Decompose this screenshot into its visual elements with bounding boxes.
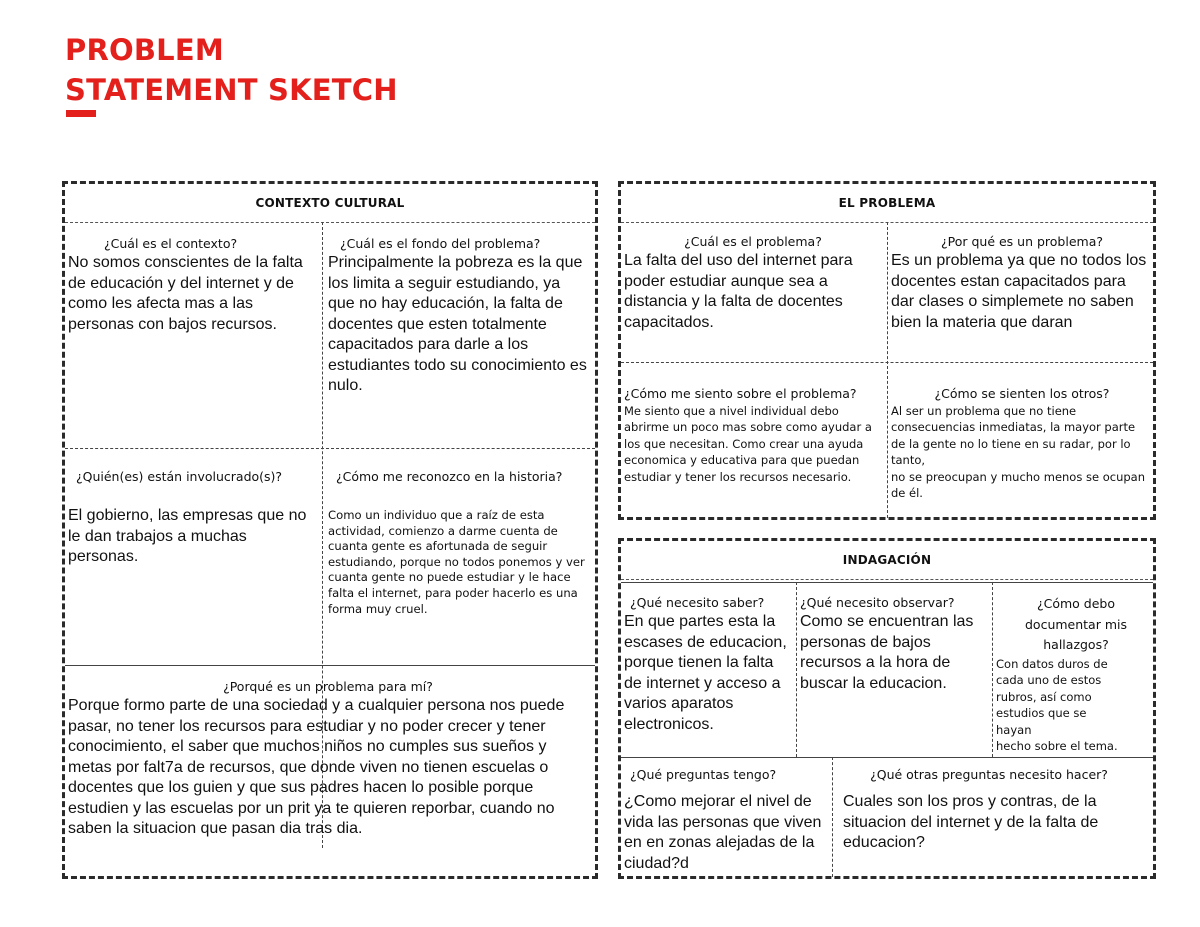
why-for-me-cell — [68, 678, 588, 840]
why-for-me-question: ¿Porqué es un problema para mí? — [223, 679, 433, 694]
document-findings-answer: Con datos duros de cada uno de estos rubros, así como estudios que se hayan — [996, 656, 1108, 737]
my-questions-cell — [624, 766, 828, 874]
other-questions-answer: Cuales son los pros y contras, de la situacion del internet y de la falta de educacion? — [843, 793, 1099, 851]
divider — [992, 582, 993, 757]
context-answer: No somos conscientes de la falta de educación y del internet y de como les afecta mas a las personas con bajos recursos. — [68, 254, 303, 333]
divider — [796, 582, 797, 757]
others-feeling-answer-continued: no se preocupan y mucho menos se ocupan de él. — [891, 469, 1145, 501]
why-for-me-answer: Porque formo parte de una sociedad y a cualquier persona nos puede pasar, no tener los recursos para estudiar y no poder crecer y tener conocimiento, el saber que muchos niños no cumples sus sueños y metas por falt7a de recursos, que donde viven no tienen escuelas o docentes que los guien y que sus padres hacen lo posible porque estudien y las escuelas por un prit ya te quieren reporbar, cuando no saben la situacion que pasan dia tras dia. — [68, 697, 565, 837]
problem-cell — [624, 233, 882, 333]
background-question: ¿Cuál es el fondo del problema? — [340, 236, 541, 251]
el-problema-section — [618, 181, 1156, 520]
divider — [621, 362, 1153, 363]
recognition-answer: Como un individuo que a raíz de esta actividad, comienzo a darme cuenta de cuanta gente es afortunada de seguir estudiando, porque no todos ponemos y ver cuanta gente no puede estudiar y le hace falta el internet, para poder hacerlo es una forma muy cruel. — [328, 508, 585, 616]
other-questions-question: ¿Qué otras preguntas necesito hacer? — [870, 767, 1108, 782]
my-feeling-question: ¿Cómo me siento sobre el problema? — [624, 386, 857, 401]
page-title-line-1: PROBLEM — [65, 33, 224, 67]
recognition-cell — [328, 468, 593, 617]
need-to-know-cell — [624, 594, 794, 735]
divider — [832, 757, 833, 877]
background-answer: Principalmente la pobreza es la que los limita a seguir estudiando, ya que no hay educación, la falta de docentes que esten totalmente capacitados para darle a los estudiantes todo su conocimiento es nulo. — [328, 254, 587, 394]
why-problem-answer: Es un problema ya que no todos los docentes estan capacitados para dar clases o simplemete no saben bien la materia que daran — [891, 252, 1147, 331]
divider — [621, 757, 1153, 758]
divider — [65, 448, 595, 449]
involved-cell — [68, 468, 319, 568]
others-feeling-answer: Al ser un problema que no tiene consecuencias inmediatas, la mayor parte de la gente no lo tiene en su radar, por lo tanto, — [891, 404, 1136, 468]
need-to-observe-answer: Como se encuentran las personas de bajos recursos a la hora de buscar la educacion. — [800, 613, 974, 692]
problem-question: ¿Cuál es el problema? — [684, 234, 822, 249]
document-findings-answer-continued: hecho sobre el tema. — [996, 739, 1118, 753]
recognition-question: ¿Cómo me reconozco en la historia? — [336, 469, 563, 484]
contexto-cultural-heading: CONTEXTO CULTURAL — [65, 184, 595, 223]
other-questions-cell — [839, 766, 1139, 854]
page-title — [65, 30, 398, 110]
my-feeling-answer: Me siento que a nivel individual debo abrirme un poco mas sobre como ayudar a los que necesitan. Como crear una ayuda economica y educativa para que puedan estudiar y tener los recursos necesario. — [624, 404, 872, 484]
document-findings-question: ¿Cómo debo documentar mis hallazgos? — [1024, 596, 1127, 652]
need-to-know-question: ¿Qué necesito saber? — [630, 595, 765, 610]
my-questions-question: ¿Qué preguntas tengo? — [630, 767, 777, 782]
indagacion-heading: INDAGACIÓN — [621, 541, 1153, 580]
problem-answer: La falta del uso del internet para poder estudiar aunque sea a distancia y la falta de docentes capacitados. — [624, 252, 853, 331]
document-findings-cell — [996, 594, 1156, 755]
contexto-cultural-section — [62, 181, 598, 879]
need-to-observe-cell — [800, 594, 988, 694]
indagacion-section — [618, 538, 1156, 879]
background-cell — [328, 235, 590, 397]
divider — [65, 665, 595, 666]
involved-question: ¿Quién(es) están involucrado(s)? — [76, 469, 283, 484]
why-problem-question: ¿Por qué es un problema? — [940, 234, 1104, 249]
involved-answer: El gobierno, las empresas que no le dan trabajos a muchas personas. — [68, 507, 307, 565]
others-feeling-cell — [891, 385, 1153, 501]
my-questions-answer: ¿Como mejorar el nivel de vida las personas que viven en en zonas alejadas de la ciudad?d — [624, 793, 822, 872]
context-question: ¿Cuál es el contexto? — [104, 236, 238, 251]
title-accent-bar — [66, 110, 96, 117]
others-feeling-question: ¿Cómo se sienten los otros? — [934, 386, 1110, 401]
my-feeling-cell — [624, 385, 886, 485]
page-title-line-2: STATEMENT SKETCH — [65, 73, 398, 107]
why-problem-cell — [891, 233, 1153, 333]
el-problema-heading: EL PROBLEMA — [621, 184, 1153, 223]
need-to-observe-question: ¿Qué necesito observar? — [800, 595, 955, 610]
need-to-know-answer: En que partes esta la escases de educacion, porque tienen la falta de internet y acceso a varios aparatos electronicos. — [624, 613, 787, 733]
context-cell — [68, 235, 319, 335]
divider — [887, 222, 888, 518]
divider — [621, 582, 1153, 583]
